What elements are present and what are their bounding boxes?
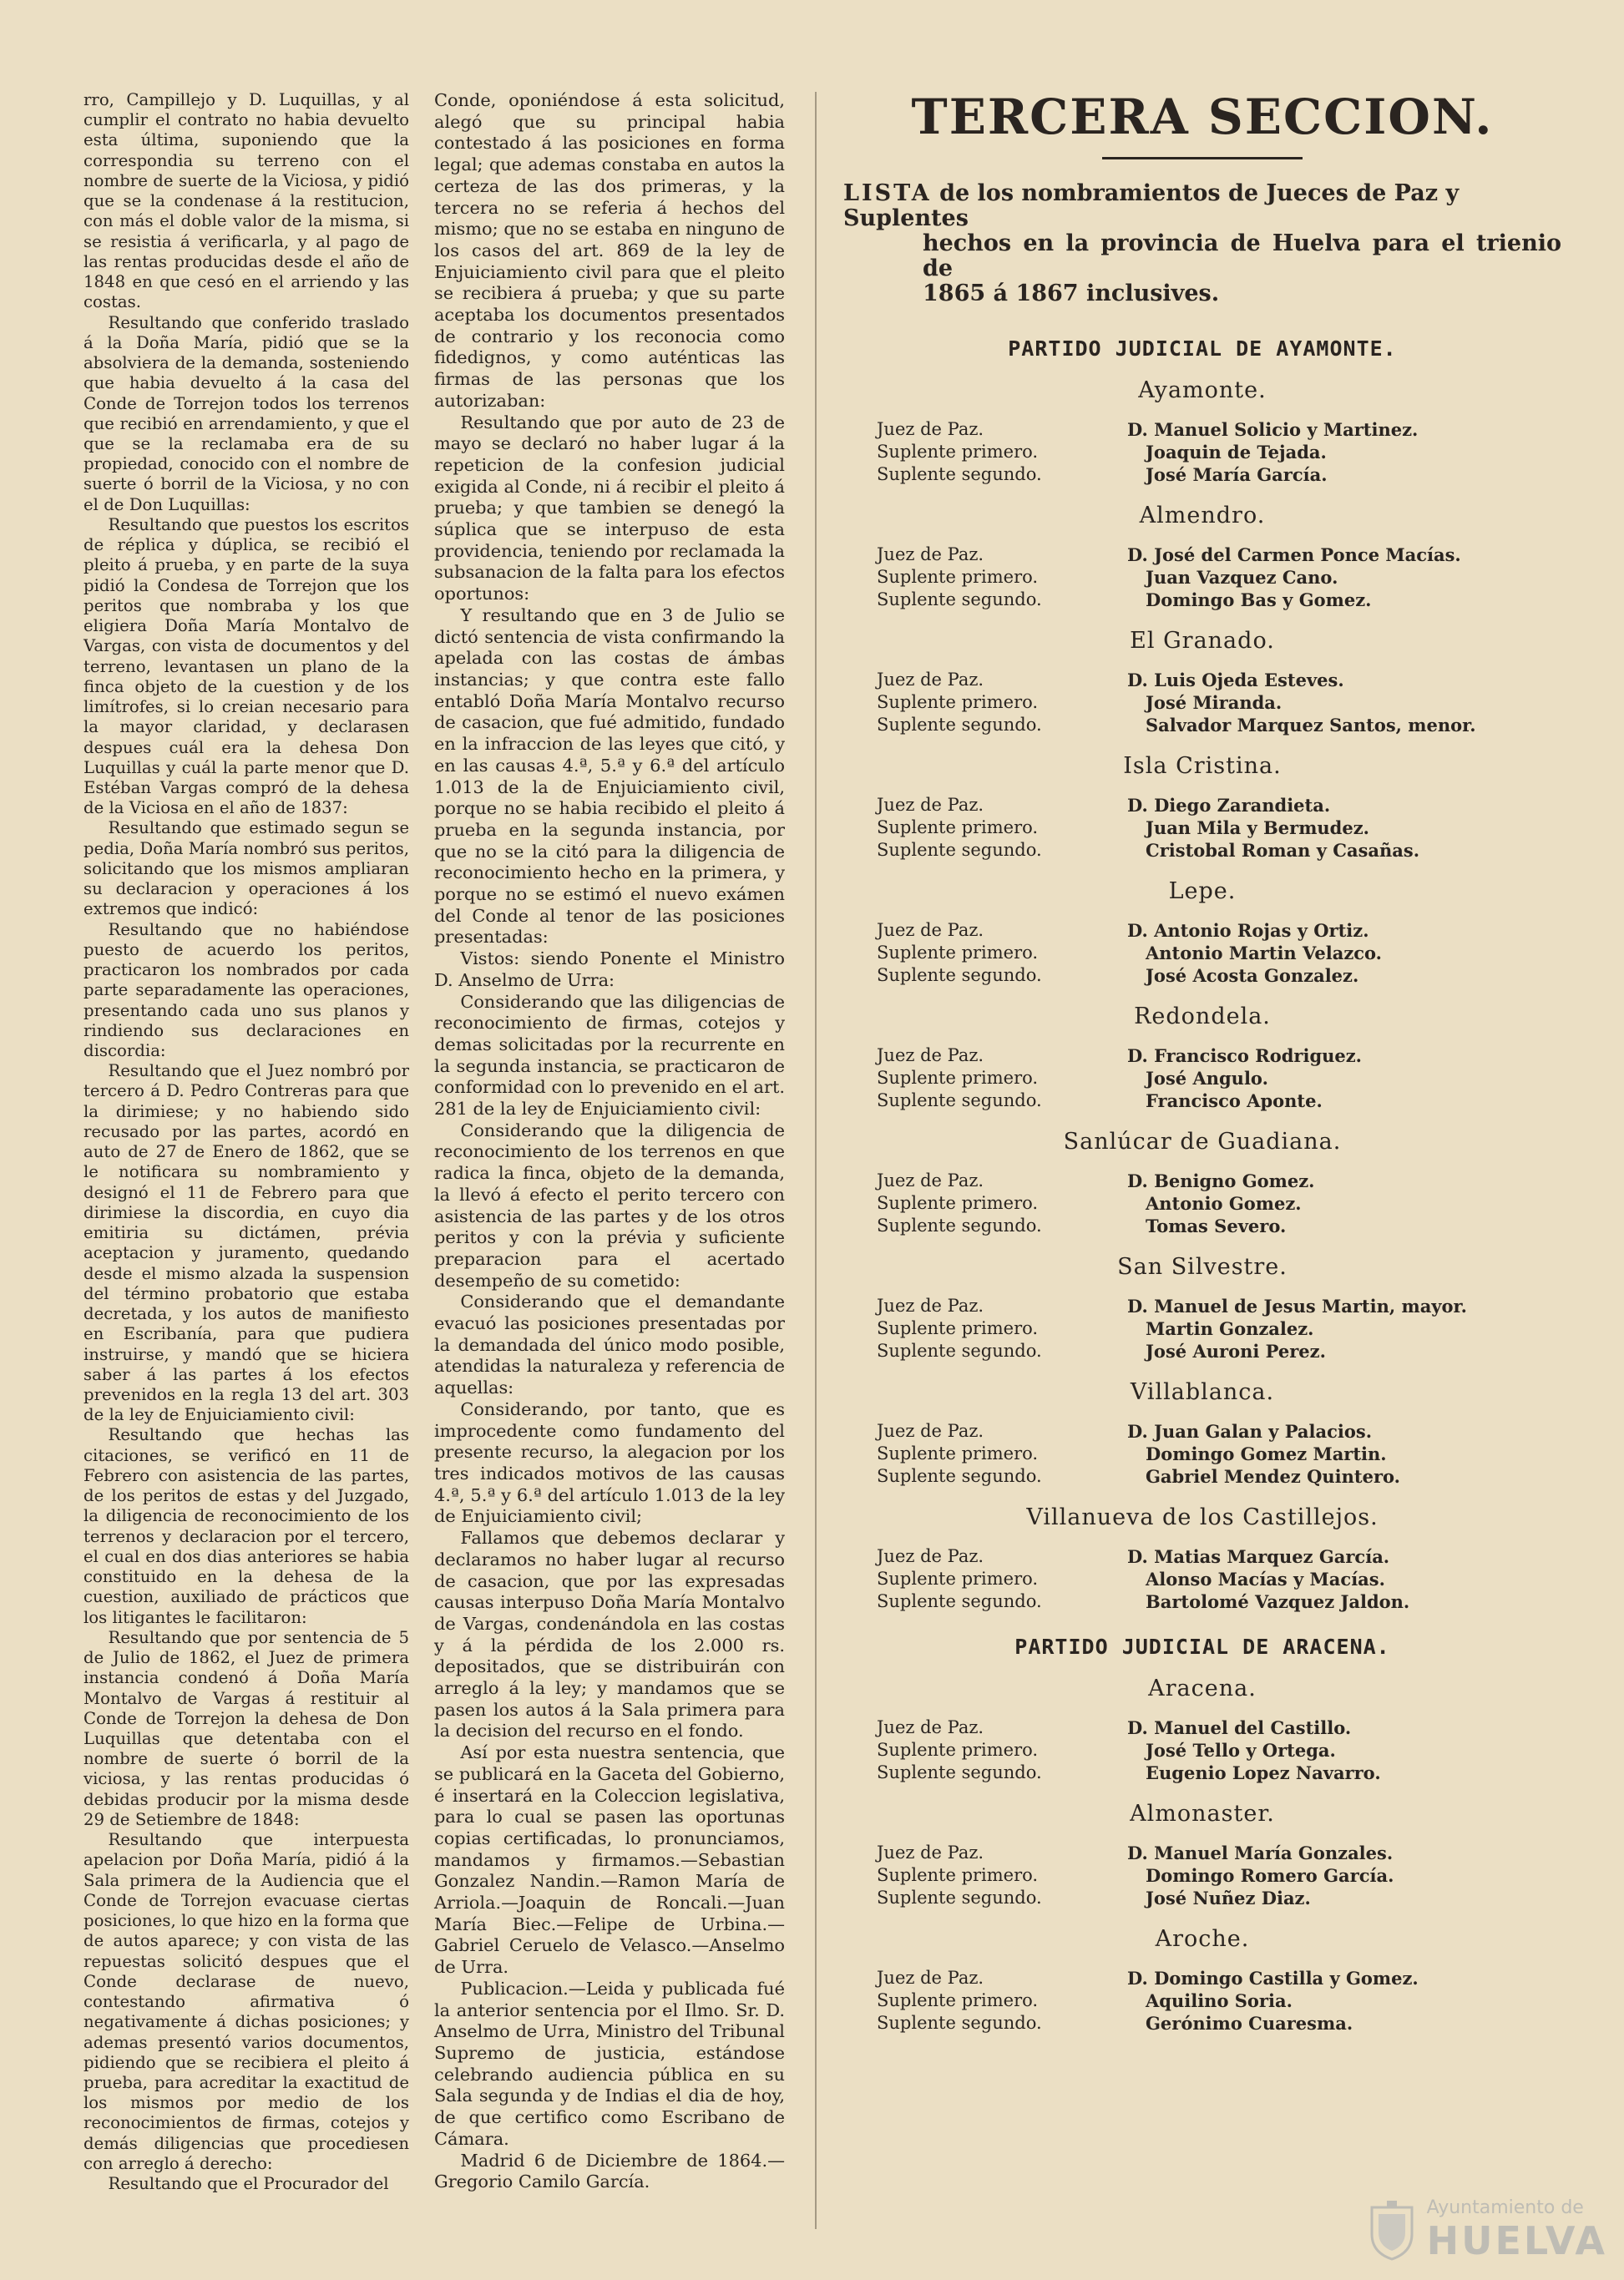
appointee-sup2: José Acosta Gonzalez.	[1146, 965, 1359, 986]
list-heading-first-word: LISTA	[843, 180, 932, 206]
role-label-juez: Juez de Paz.	[877, 1968, 984, 1988]
appointee-sup1: Aquilino Soria.	[1146, 1990, 1293, 2011]
appointment-entry	[843, 794, 1561, 862]
role-labels	[843, 1170, 1110, 1237]
appointee-sup1: Juan Vazquez Cano.	[1146, 567, 1338, 588]
town-name: Sanlúcar de Guadiana.	[1063, 1129, 1342, 1155]
appointment-entry	[843, 1716, 1561, 1784]
role-label-juez: Juez de Paz.	[877, 1170, 984, 1191]
town-name: Isla Cristina.	[1123, 753, 1282, 779]
paragraph: Resultando que puestos los escritos de réplica y dúplica, se recibió el pleito á prueba, y en parte de la suya pidió la Condesa de Torrejon que los peritos que nombraba y los que eligiera Doña María Montalvo de Vargas, con vista de documentos y del terreno, levantasen un plano de la finca objeto de la cuestion y de los limítrofes, si lo creian necesario para la mayor claridad, y declarasen despues cuál era la dehesa Don Luquillas y cuál la parte menor que D. Estéban Vargas compró de la dehesa de la Viciosa en el año de 1837:	[83, 514, 409, 818]
appointee-juez: D. Matias Marquez García.	[1127, 1546, 1390, 1567]
role-labels	[843, 1545, 1110, 1613]
role-label-sup1: Suplente primero.	[877, 567, 1039, 587]
role-label-sup1: Suplente primero.	[877, 1990, 1039, 2010]
role-label-juez: Juez de Paz.	[877, 1296, 984, 1316]
paragraph: Resultando que no habiéndose puesto de acuerdo los peritos, practicaron los nombrados por cada parte separadamente las operaciones, presentando cada uno sus planos y rindiendo sus declaraciones en discordia:	[83, 919, 409, 1061]
column-divider	[815, 92, 817, 2229]
paragraph: Madrid 6 de Diciembre de 1864.—Gregorio Camilo García.	[434, 2150, 785, 2192]
role-label-juez: Juez de Paz.	[877, 920, 984, 940]
crest-icon	[1367, 2201, 1417, 2261]
appointee-sup2: Francisco Aponte.	[1146, 1090, 1323, 1111]
appointments-list	[843, 336, 1561, 2035]
list-heading	[843, 181, 1561, 306]
role-labels	[843, 1842, 1110, 1909]
town-name: Aroche.	[1155, 1926, 1250, 1952]
text-column-left	[83, 90, 409, 2194]
paragraph: Así por esta nuestra sentencia, que se publicará en la Gaceta del Gobierno, é insertará en la Coleccion legislativa, para lo cual se pasen las oportunas copias certificadas, lo pronunciamos, mandamos y firmamos.—Sebastian Gonzalez Nandin.—Ramon María de Arriola.—Joaquin de Roncali.—Juan María Biec.—Felipe de Urbina.—Gabriel Ceruelo de Velasco.—Anselmo de Urra.	[434, 1742, 785, 1978]
appointee-sup2: José Auroni Perez.	[1146, 1341, 1326, 1362]
paragraph: Resultando que conferido traslado á la Doña María, pidió que se la absolviera de la demanda, sosteniendo que habia devuelto á la casa del Conde de Torrejon todos los terrenos que recibió en arrendamiento, y que el que se la reclamaba era de su propiedad, conocido con el nombre de suerte ó borril de la Viciosa, y no con el de Don Luquillas:	[83, 312, 409, 514]
paragraph: Resultando que el Juez nombró por tercero á D. Pedro Contreras para que la dirimiese; y no habiendo sido recusado por las partes, acordó en auto de 27 de Enero de 1862, que se le notificara su nombramiento y designó el 11 de Febrero para que dirimiese la discordia, en cuyo dia emitiria su dictámen, prévia aceptacion y juramento, quedando desde el mismo alzada la suspension del término probatorio que estaba decretada, y los autos de manifiesto en Escribanía, para que pudiera instruirse, y mandó que se hiciera saber á las partes á los efectos prevenidos en la regla 13 del art. 303 de la ley de Enjuiciamiento civil:	[83, 1061, 409, 1425]
paragraph: Resultando que interpuesta apelacion por Doña María, pidió á la Sala primera de la Audiencia que el Conde de Torrejon evacuase ciertas posiciones, lo que hizo en la forma que de autos aparece; y con vista de las repuestas solicitó despues que el Conde declarase de nuevo, contestando afirmativa ó negativamente á dichas posiciones; y ademas presentó varios documentos, pidiendo que se recibiera el pleito á prueba, para acreditar la exactitud de los mismos por medio de los reconocimientos de firmas, cotejos y demás diligencias que procediesen con arreglo á derecho:	[83, 1830, 409, 2173]
paragraph: Considerando que las diligencias de reconocimiento de firmas, cotejos y demas solicitadas por la recurrente en la segunda instancia, se practicaron de conformidad con lo prevenido en el art. 281 de la ley de Enjuiciamiento civil:	[434, 991, 785, 1120]
appointee-juez: D. Manuel María Gonzales.	[1127, 1843, 1394, 1863]
role-label-juez: Juez de Paz.	[877, 1717, 984, 1737]
town-name: Lepe.	[1168, 878, 1237, 904]
appointment-entry	[843, 1967, 1561, 2035]
appointee-sup1: Alonso Macías y Macías.	[1146, 1569, 1385, 1590]
partido-heading: PARTIDO JUDICIAL DE AYAMONTE.	[1008, 336, 1397, 361]
appointee-sup2: Cristobal Roman y Casañas.	[1146, 840, 1420, 861]
paragraph: Resultando que por sentencia de 5 de Julio de 1862, el Juez de primera instancia condenó á Doña María Montalvo de Vargas á restituir al Conde de Torrejon la dehesa de Don Luquillas que detentaba con el nombre de suerte ó borril de la viciosa, y las rentas producidas ó debidas producir por la misma desde 29 de Setiembre de 1848:	[83, 1627, 409, 1829]
appointee-juez: D. Juan Galan y Palacios.	[1127, 1421, 1373, 1442]
role-labels	[843, 1295, 1110, 1362]
appointee-sup2: Eugenio Lopez Navarro.	[1146, 1762, 1381, 1783]
appointment-entry	[843, 1545, 1561, 1613]
role-labels	[843, 1044, 1110, 1112]
role-label-sup1: Suplente primero.	[877, 1193, 1039, 1213]
paragraph: Resultando que hechas las citaciones, se verificó en 11 de Febrero con asistencia de las partes, de los peritos de estas y del Juzgado, la diligencia de reconocimiento de los terrenos y declaracion por el tercero, el cual en dos dias anteriores se habia constituido en la dehesa de la cuestion, auxiliado de prácticos que los litigantes le facilitaron:	[83, 1425, 409, 1627]
role-label-juez: Juez de Paz.	[877, 544, 984, 564]
title-rule	[1102, 157, 1303, 159]
role-label-sup1: Suplente primero.	[877, 1443, 1039, 1464]
appointee-names	[1110, 919, 1561, 987]
appointee-sup2: Bartolomé Vazquez Jaldon.	[1146, 1591, 1410, 1612]
role-label-sup1: Suplente primero.	[877, 442, 1039, 462]
appointee-names	[1110, 794, 1561, 862]
appointee-sup1: Domingo Gomez Martin.	[1146, 1443, 1387, 1464]
appointee-names	[1110, 418, 1561, 486]
role-label-sup1: Suplente primero.	[877, 817, 1039, 837]
appointee-names	[1110, 1842, 1561, 1909]
role-label-sup1: Suplente primero.	[877, 1068, 1039, 1088]
role-label-sup2: Suplente segundo.	[877, 1466, 1042, 1486]
appointee-juez: D. Luis Ojeda Esteves.	[1127, 670, 1344, 690]
appointee-sup2: José María García.	[1146, 464, 1328, 485]
role-label-sup2: Suplente segundo.	[877, 840, 1042, 860]
appointee-names	[1110, 543, 1561, 611]
appointment-entry	[843, 669, 1561, 736]
appointee-sup2: Gerónimo Cuaresma.	[1146, 2013, 1353, 2034]
role-label-juez: Juez de Paz.	[877, 419, 984, 439]
role-label-sup2: Suplente segundo.	[877, 715, 1042, 735]
appointee-sup1: Antonio Gomez.	[1146, 1193, 1302, 1214]
appointee-sup1: José Angulo.	[1146, 1068, 1268, 1089]
appointee-sup2: Domingo Bas y Gomez.	[1146, 589, 1372, 610]
role-label-juez: Juez de Paz.	[877, 1546, 984, 1566]
role-label-juez: Juez de Paz.	[877, 670, 984, 690]
town-name: El Granado.	[1130, 628, 1275, 654]
text-column-middle	[434, 90, 785, 2193]
role-label-juez: Juez de Paz.	[877, 1421, 984, 1441]
role-label-sup2: Suplente segundo.	[877, 1888, 1042, 1908]
town-name: Almonaster.	[1130, 1801, 1275, 1827]
role-labels	[843, 1967, 1110, 2035]
appointment-entry	[843, 1044, 1561, 1112]
paragraph: Conde, oponiéndose á esta solicitud, alegó que su principal habia contestado á las posiciones en forma legal; que ademas constaba en autos la certeza de las dos primeras, y la tercera no se referia á hechos del mismo; que no se estaba en ninguno de los casos del art. 869 de la ley de Enjuiciamiento civil para que el pleito se recibiera á prueba; y que su parte aceptaba los documentos presentados de contrario y los reconocia como fidedignos, y como auténticas las firmas de las personas que los autorizaban:	[434, 90, 785, 411]
role-labels	[843, 669, 1110, 736]
appointment-entry	[843, 1420, 1561, 1488]
role-labels	[843, 418, 1110, 486]
paragraph: rro, Campillejo y D. Luquillas, y al cumplir el contrato no habia devuelto esta última, suponiendo que la correspondia su terreno con el nombre de suerte de la Viciosa, y pidió que se la condenase á la restitucion, con más el doble valor de la misma, si se resistia á verificarla, y al pago de las rentas producidas desde el año de 1848 en que cesó en el arriendo y las costas.	[83, 90, 409, 312]
role-label-sup2: Suplente segundo.	[877, 1591, 1042, 1611]
list-heading-line3: 1865 á 1867 inclusives.	[923, 281, 1220, 306]
appointment-entry	[843, 1170, 1561, 1237]
town-name: Aracena.	[1148, 1676, 1257, 1701]
appointee-names	[1110, 1967, 1561, 2035]
appointee-juez: D. Antonio Rojas y Ortiz.	[1127, 920, 1369, 941]
watermark-line2: HUELVA	[1426, 2218, 1607, 2263]
appointment-entry	[843, 418, 1561, 486]
role-label-sup2: Suplente segundo.	[877, 464, 1042, 484]
town-name: Ayamonte.	[1138, 377, 1267, 403]
appointee-juez: D. Diego Zarandieta.	[1127, 795, 1331, 816]
town-name: Almendro.	[1139, 503, 1266, 528]
appointee-names	[1110, 1170, 1561, 1237]
appointee-juez: D. Manuel Solicio y Martinez.	[1127, 419, 1419, 440]
role-label-sup1: Suplente primero.	[877, 692, 1039, 712]
partido-heading: PARTIDO JUDICIAL DE ARACENA.	[1014, 1635, 1390, 1659]
role-label-sup2: Suplente segundo.	[877, 2013, 1042, 2033]
appointee-names	[1110, 1420, 1561, 1488]
role-label-juez: Juez de Paz.	[877, 1045, 984, 1065]
appointee-names	[1110, 1044, 1561, 1112]
appointee-names	[1110, 1716, 1561, 1784]
role-label-sup2: Suplente segundo.	[877, 1216, 1042, 1236]
role-label-sup2: Suplente segundo.	[877, 965, 1042, 985]
appointee-sup1: José Miranda.	[1146, 692, 1283, 713]
appointment-entry	[843, 1295, 1561, 1362]
appointee-sup2: Gabriel Mendez Quintero.	[1146, 1466, 1400, 1487]
appointee-sup2: Tomas Severo.	[1146, 1216, 1287, 1236]
town-name: Villanueva de los Castillejos.	[1026, 1504, 1379, 1530]
appointee-juez: D. Manuel de Jesus Martin, mayor.	[1127, 1296, 1467, 1317]
paragraph: Publicacion.—Leida y publicada fué la anterior sentencia por el Ilmo. Sr. D. Anselmo de Urra, Ministro del Tribunal Supremo de justicia, estándose celebrando audiencia pública en su Sala segunda y de Indias el dia de hoy, de que certifico como Escribano de Cámara.	[434, 1978, 785, 2149]
role-label-sup1: Suplente primero.	[877, 1865, 1039, 1885]
paragraph: Considerando, por tanto, que es improcedente como fundamento del presente recurso, la alegacion por los tres indicados motivos de las causas 4.ª, 5.ª y 6.ª del artículo 1.013 de la ley de Enjuiciamiento civil;	[434, 1398, 785, 1527]
role-label-sup2: Suplente segundo.	[877, 1762, 1042, 1782]
town-name: San Silvestre.	[1117, 1254, 1288, 1280]
appointee-juez: D. Benigno Gomez.	[1127, 1170, 1315, 1191]
appointment-entry	[843, 1842, 1561, 1909]
role-labels	[843, 1420, 1110, 1488]
role-labels	[843, 1716, 1110, 1784]
paragraph: Y resultando que en 3 de Julio se dictó sentencia de vista confirmando la apelada con las costas de ámbas instancias; y que contra este fallo entabló Doña María Montalvo recurso de casacion, que fué admitido, fundado en la infraccion de las leyes que citó, y en las causas 4.ª, 5.ª y 6.ª del artículo 1.013 de la de Enjuiciamiento civil, porque no se habia recibido el pleito á prueba en la segunda instancia, por que no se la citó para la diligencia de reconocimiento hecho en la primera, y porque no se estimó el nuevo exámen del Conde al tenor de las posiciones presentadas:	[434, 604, 785, 948]
appointee-juez: D. Francisco Rodriguez.	[1127, 1045, 1362, 1066]
appointee-juez: D. Domingo Castilla y Gomez.	[1127, 1968, 1419, 1989]
appointee-sup1: José Tello y Ortega.	[1146, 1740, 1336, 1761]
list-heading-line1: de los nombramientos de Jueces de Paz y Suplentes	[843, 180, 1460, 231]
appointee-sup2: José Nuñez Diaz.	[1146, 1888, 1311, 1908]
town-name: Redondela.	[1134, 1004, 1271, 1029]
watermark-text	[1427, 2197, 1607, 2263]
role-labels	[843, 919, 1110, 987]
paragraph: Fallamos que debemos declarar y declaramos no haber lugar al recurso de casacion, que por las expresadas causas interpuso Doña María Montalvo de Vargas, condenándola en las costas y á la pérdida de los 2.000 rs. depositados, que se distribuirán con arreglo á la ley; y mandamos que se pasen los autos á la Sala primera para la decision del recurso en el fondo.	[434, 1528, 785, 1742]
role-label-sup1: Suplente primero.	[877, 943, 1039, 963]
role-labels	[843, 794, 1110, 862]
watermark-line1: Ayuntamiento de	[1426, 2197, 1584, 2218]
role-label-sup2: Suplente segundo.	[877, 589, 1042, 609]
appointee-names	[1110, 1545, 1561, 1613]
role-label-sup1: Suplente primero.	[877, 1318, 1039, 1338]
appointment-entry	[843, 919, 1561, 987]
role-label-sup2: Suplente segundo.	[877, 1341, 1042, 1361]
role-label-juez: Juez de Paz.	[877, 795, 984, 815]
paragraph: Resultando que estimado segun se pedia, Doña María nombró sus peritos, solicitando que los mismos ampliaran su declaracion y operaciones á los extremos que indicó:	[83, 818, 409, 919]
watermark-stamp	[1367, 2197, 1607, 2263]
appointee-names	[1110, 1295, 1561, 1362]
paragraph: Considerando que el demandante evacuó las posiciones presentadas por la demandada del único modo posible, atendidas la naturaleza y referencia de aquellas:	[434, 1292, 785, 1398]
appointee-names	[1110, 669, 1561, 736]
text-column-right	[843, 83, 1561, 2046]
appointee-sup1: Martin Gonzalez.	[1146, 1318, 1314, 1339]
paragraph: Considerando que la diligencia de reconocimiento de los terrenos en que radica la finca, objeto de la demanda, la llevó á efecto el perito tercero con asistencia de las partes y de los otros peritos y con la prévia y suficiente preparacion para el acertado desempeño de su cometido:	[434, 1120, 785, 1291]
appointee-juez: D. José del Carmen Ponce Macías.	[1127, 544, 1461, 565]
appointment-entry	[843, 543, 1561, 611]
paragraph: Resultando que por auto de 23 de mayo se declaró no haber lugar á la repeticion de la confesion judicial exigida al Conde, ni á recibir el pleito á prueba; y que tambien se denegó la súplica que se interpuso de esta providencia, teniendo por reclamada la subsanacion de la falta para los efectos oportunos:	[434, 412, 785, 604]
appointee-sup2: Salvador Marquez Santos, menor.	[1146, 715, 1476, 736]
role-label-juez: Juez de Paz.	[877, 1843, 984, 1863]
role-labels	[843, 543, 1110, 611]
role-label-sup2: Suplente segundo.	[877, 1090, 1042, 1110]
role-label-sup1: Suplente primero.	[877, 1740, 1039, 1760]
appointee-sup1: Antonio Martin Velazco.	[1146, 943, 1382, 963]
list-heading-line2: hechos en la provincia de Huelva para el trienio de	[923, 230, 1561, 281]
appointee-juez: D. Manuel del Castillo.	[1127, 1717, 1352, 1738]
appointee-sup1: Joaquin de Tejada.	[1146, 442, 1327, 463]
role-label-sup1: Suplente primero.	[877, 1569, 1039, 1589]
paragraph: Resultando que el Procurador del	[108, 2174, 389, 2194]
appointee-sup1: Domingo Romero García.	[1146, 1865, 1394, 1886]
appointee-sup1: Juan Mila y Bermudez.	[1146, 817, 1369, 838]
town-name: Villablanca.	[1130, 1379, 1275, 1405]
paragraph: Vistos: siendo Ponente el Ministro D. Anselmo de Urra:	[434, 948, 785, 990]
section-title: TERCERA SECCION.	[911, 88, 1494, 145]
